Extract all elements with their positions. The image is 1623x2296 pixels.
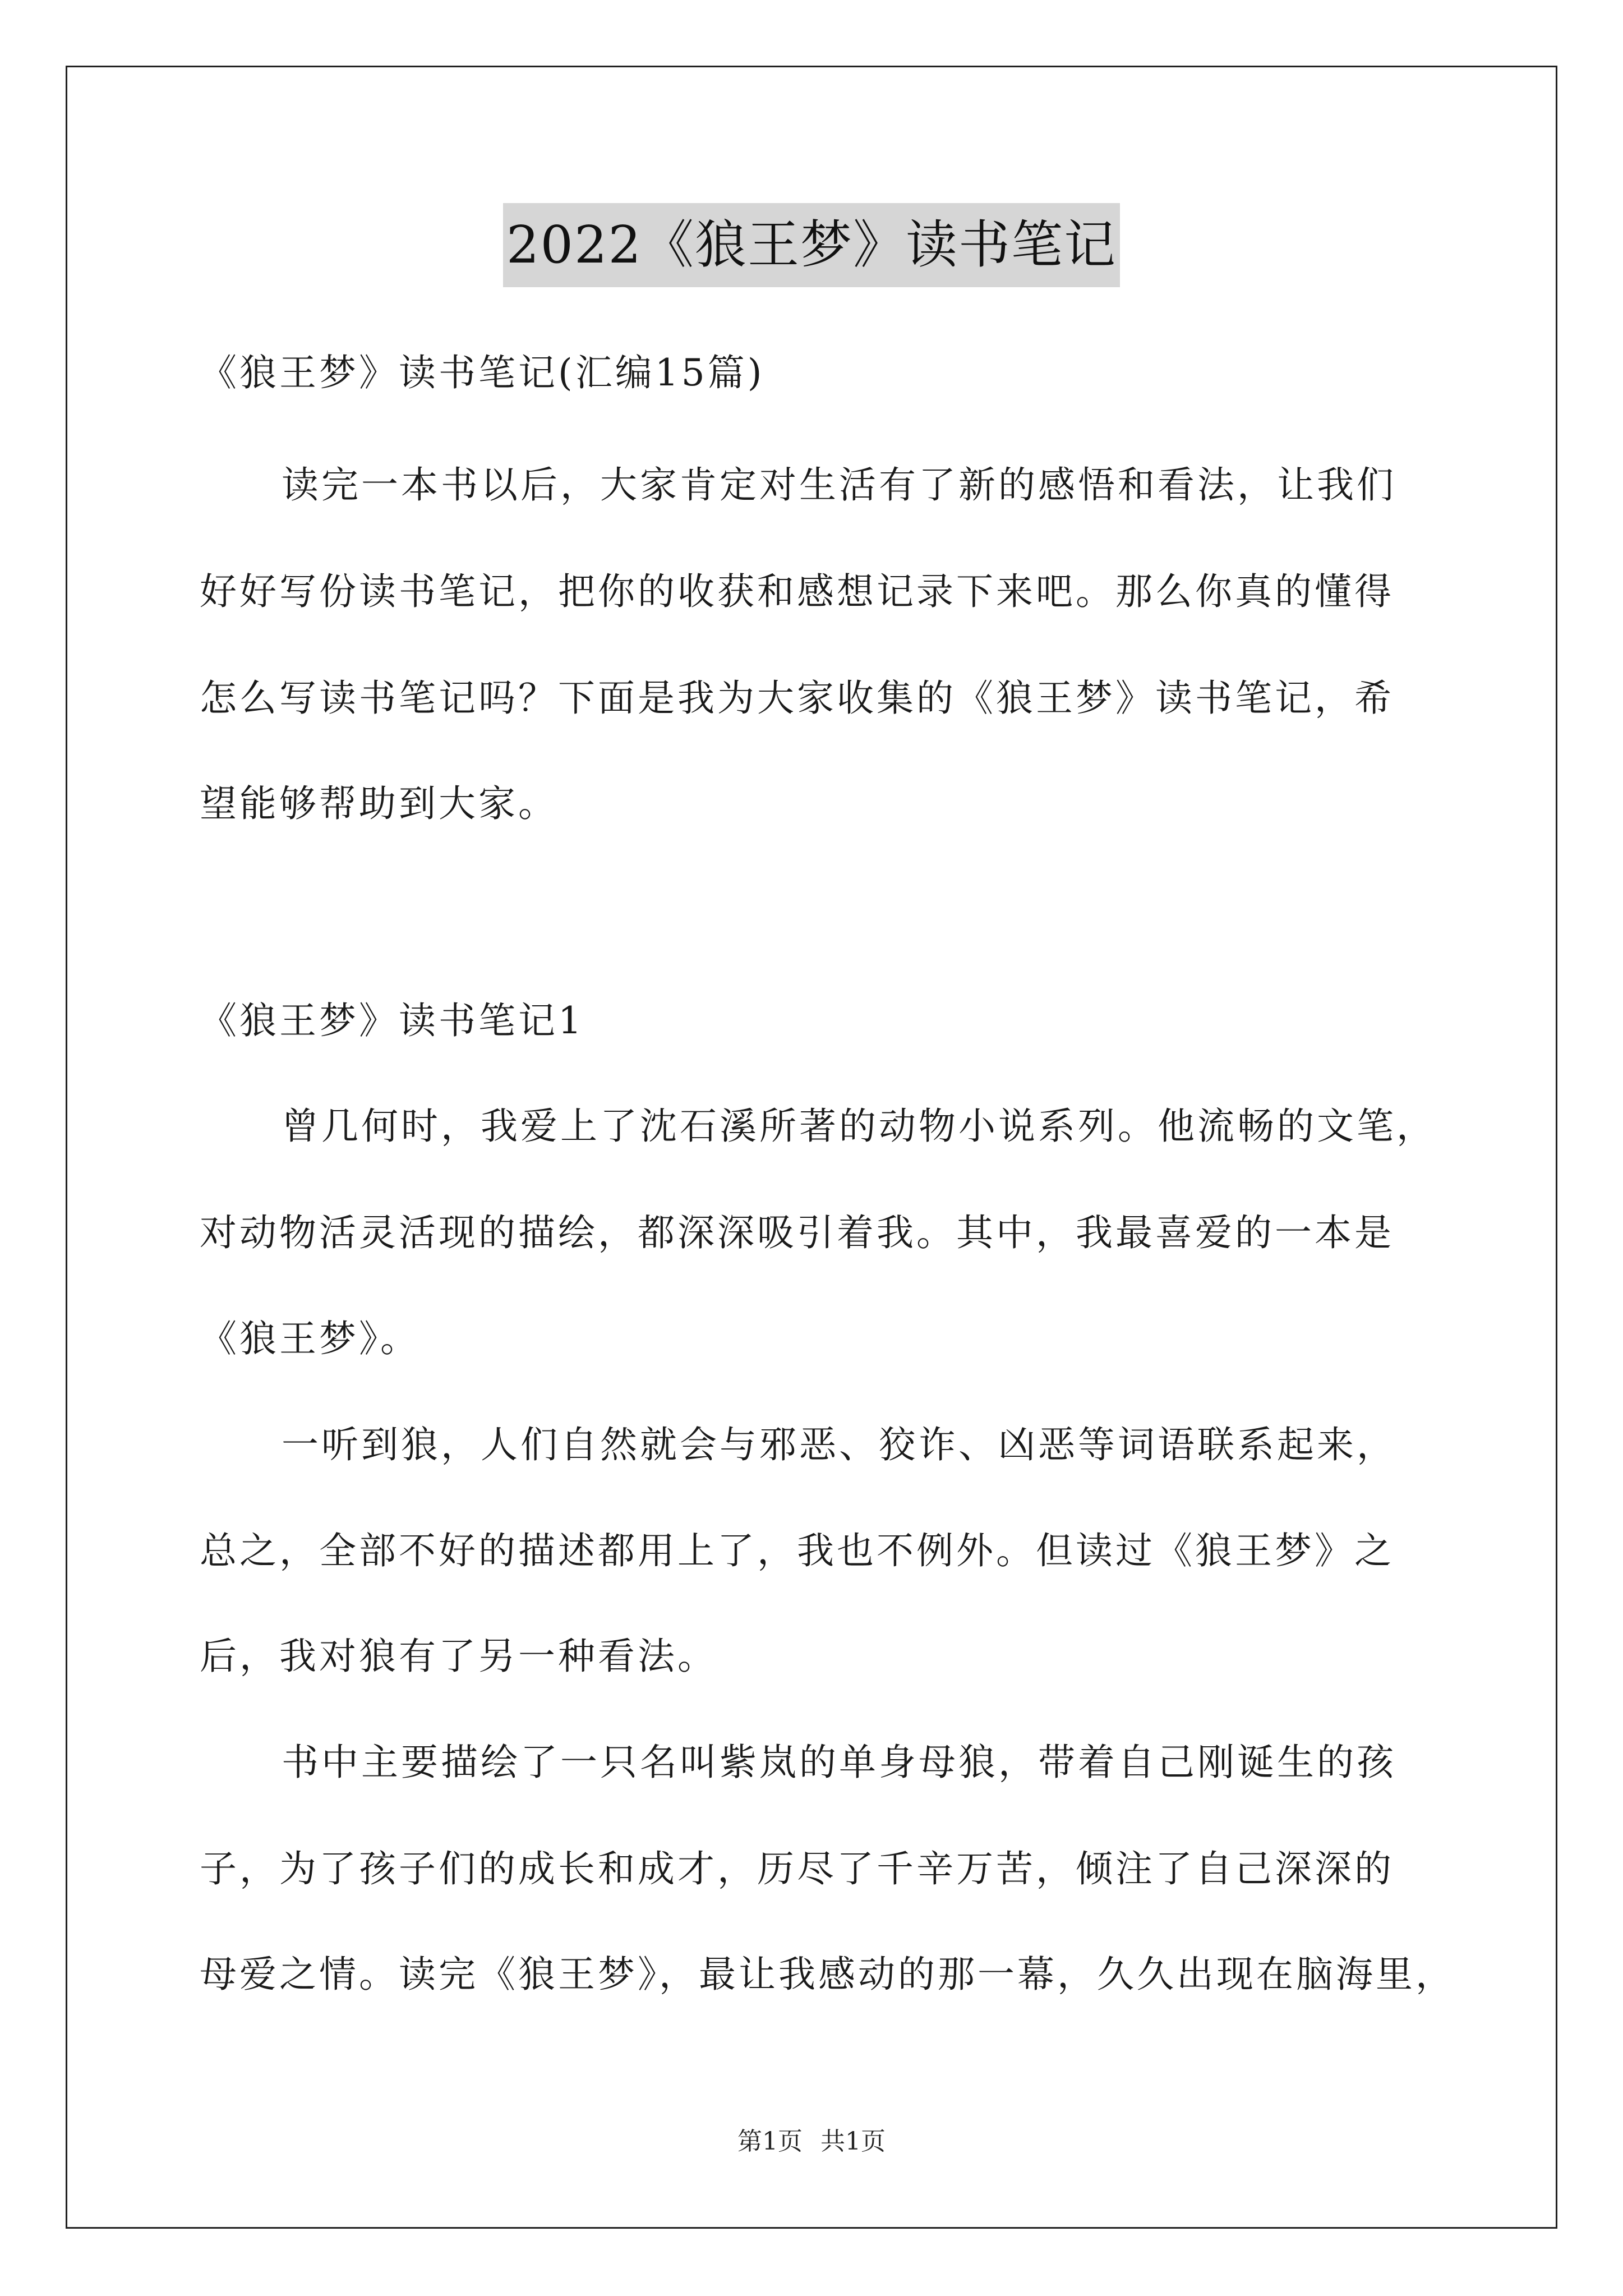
paragraph3-line-2: 子，为了孩子们的成长和成才，历尽了千辛万苦，倾注了自己深深的 (200, 1847, 1394, 1890)
paragraph2-line-1: 一听到狼，人们自然就会与邪恶、狡诈、凶恶等词语联系起来， (282, 1423, 1396, 1466)
paragraph3-line-3: 母爱之情。读完《狼王梦》，最让我感动的那一幕，久久出现在脑海里， (200, 1953, 1455, 1996)
paragraph1-line-1: 曾几何时，我爱上了沈石溪所著的动物小说系列。他流畅的文笔， (282, 1105, 1436, 1148)
page-total: 共1页 (820, 2127, 886, 2156)
document-subtitle: 《狼王梦》读书笔记(汇编15篇) (200, 351, 765, 394)
section-heading: 《狼王梦》读书笔记1 (200, 999, 584, 1042)
title-container (0, 203, 1623, 287)
paragraph2-line-3: 后，我对狼有了另一种看法。 (200, 1635, 717, 1678)
intro-line-3: 怎么写读书笔记吗？下面是我为大家收集的《狼王梦》读书笔记，希 (200, 677, 1394, 720)
intro-line-1: 读完一本书以后，大家肯定对生活有了新的感悟和看法，让我们 (282, 463, 1396, 507)
paragraph1-line-3: 《狼王梦》。 (200, 1317, 420, 1360)
paragraph2-line-2: 总之，全部不好的描述都用上了，我也不例外。但读过《狼王梦》之 (200, 1529, 1394, 1572)
document-title: 2022《狼王梦》读书笔记 (503, 203, 1120, 287)
paragraph1-line-2: 对动物活灵活现的描绘，都深深吸引着我。其中，我最喜爱的一本是 (200, 1211, 1394, 1254)
page-current: 第1页 (737, 2127, 803, 2156)
intro-line-4: 望能够帮助到大家。 (200, 782, 558, 825)
paragraph3-line-1: 书中主要描绘了一只名叫紫岚的单身母狼，带着自己刚诞生的孩 (282, 1741, 1396, 1784)
intro-line-2: 好好写份读书笔记，把你的收获和感想记录下来吧。那么你真的懂得 (200, 570, 1394, 613)
page-footer (0, 2125, 1623, 2159)
